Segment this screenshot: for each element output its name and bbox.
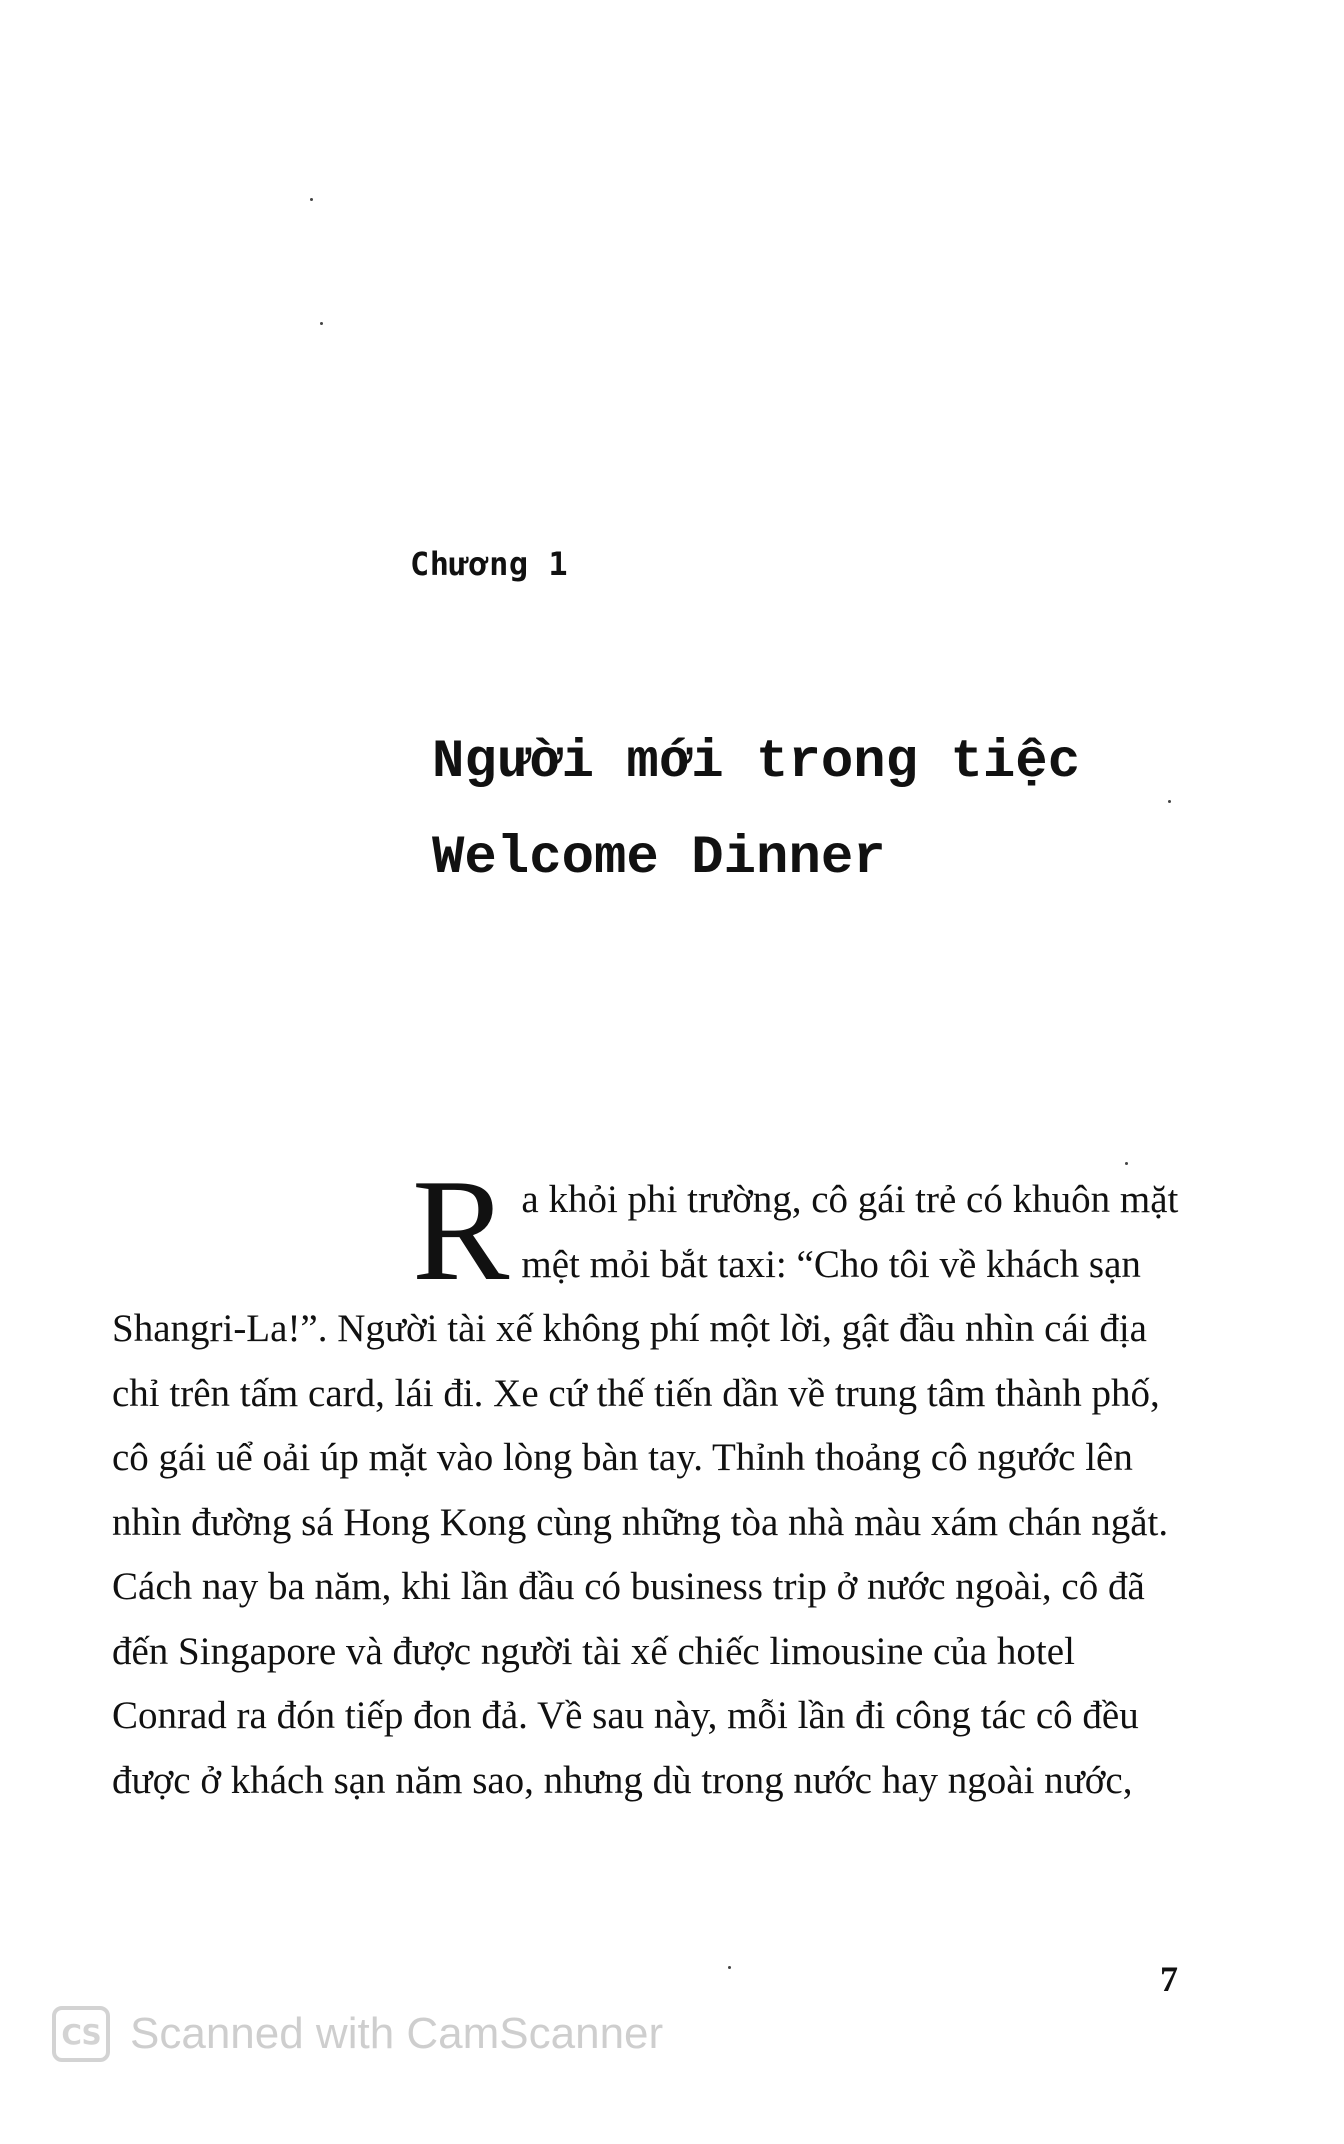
chapter-title-line-1: Người mới trong tiệc [432,732,1081,793]
scan-speck [320,322,323,325]
camscanner-watermark [52,2006,663,2062]
chapter-label: Chương 1 [410,545,569,583]
camscanner-logo-icon: CS [52,2006,110,2062]
scan-speck [728,1966,731,1969]
page-number: 7 [1160,1959,1178,1999]
chapter-title [432,715,1292,907]
scan-speck [1125,1162,1128,1165]
body-paragraph [112,1149,1192,1813]
drop-cap: R [412,1149,510,1311]
chapter-title-line-2: Welcome Dinner [432,828,886,889]
body-text: a khỏi phi trường, cô gái trẻ có khuôn mặt mệt mỏi bắt taxi: “Cho tôi về khách sạn Shangri-La!”. Người tài xế không phí một lời, gật đầu nhìn cái địa chỉ trên tấm card, lái đi. Xe cứ thế tiến dần về trung tâm thành phố, cô gái uể oải úp mặt vào lòng bàn tay. Thỉnh thoảng cô ngước lên nhìn đường sá Hong Kong cùng những tòa nhà màu xám chán ngắt. Cách nay ba năm, khi lần đầu có business trip ở nước ngoài, cô đã đến Singapore và được người tài xế chiếc limousine của hotel Conrad ra đón tiếp đon đả. Về sau này, mỗi lần đi công tác cô đều được ở khách sạn năm sao, nhưng dù trong nước hay ngoài nước, [112,1178,1179,1802]
scan-speck [310,198,313,201]
scan-speck [1168,800,1171,803]
watermark-text: Scanned with CamScanner [130,2009,664,2058]
